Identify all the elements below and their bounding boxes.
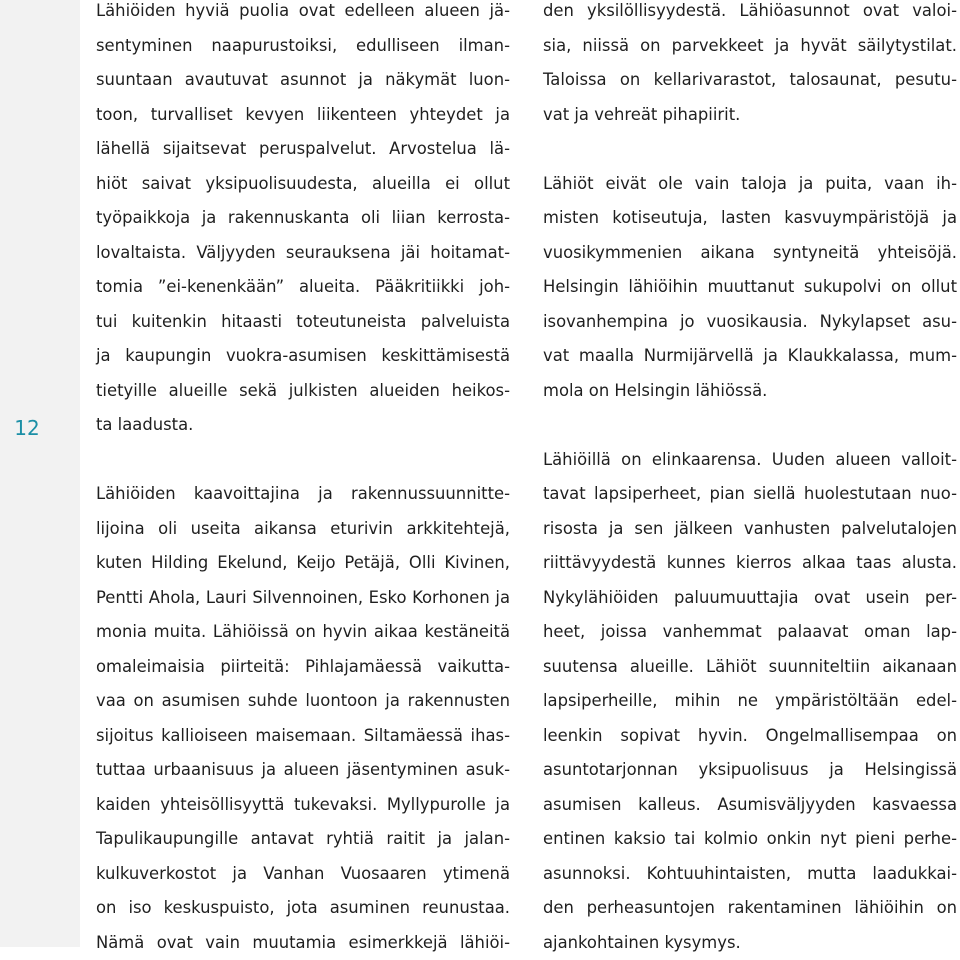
text-line: vaa on asumisen suhde luontoon ja rakennusten: [96, 684, 510, 719]
text-line: den perheasuntojen rakentaminen lähiöihin on: [543, 891, 957, 926]
right-column: [543, 0, 957, 960]
text-line: työpaikkoja ja rakennuskanta oli liian kerrosta-: [96, 201, 510, 236]
text-line: Pentti Ahola, Lauri Silvennoinen, Esko Korhonen ja: [96, 581, 510, 616]
text-line: suutensa alueille. Lähiöt suunniteltiin aikanaan: [543, 650, 957, 685]
page-number: 12: [0, 416, 54, 440]
text-line: vat maalla Nurmijärvellä ja Klaukkalassa, mum-: [543, 339, 957, 374]
text-line: entinen kaksio tai kolmio onkin nyt pieni perhe-: [543, 822, 957, 857]
text-line: lijoina oli useita aikansa eturivin arkkitehtejä,: [96, 512, 510, 547]
left-paragraph-1: [96, 0, 510, 443]
text-line: ja kaupungin vuokra-asumisen keskittämisestä: [96, 339, 510, 374]
text-line: ta laadusta.: [96, 408, 510, 443]
text-line: monia muita. Lähiöissä on hyvin aikaa kestäneitä: [96, 615, 510, 650]
text-line: Lähiöiden kaavoittajina ja rakennussuunnitte-: [96, 477, 510, 512]
text-line: risosta ja sen jälkeen vanhusten palvelutalojen: [543, 512, 957, 547]
left-paragraph-2: [96, 477, 510, 960]
text-line: kaiden yhteisöllisyyttä tukevaksi. Myllypurolle ja: [96, 788, 510, 823]
text-line: Helsingin lähiöihin muuttanut sukupolvi on ollut: [543, 270, 957, 305]
text-line: kulkuverkostot ja Vanhan Vuosaaren ytimenä: [96, 857, 510, 892]
text-line: misten kotiseutuja, lasten kasvuympäristöjä ja: [543, 201, 957, 236]
right-paragraph-3: [543, 443, 957, 960]
text-line: tuttaa urbaanisuus ja alueen jäsentyminen asuk-: [96, 753, 510, 788]
text-line: asunnoksi. Kohtuuhintaisten, mutta laadukkai-: [543, 857, 957, 892]
text-line: omaleimaisia piirteitä: Pihlajamäessä vaikutta-: [96, 650, 510, 685]
text-line: Nykylähiöiden paluumuuttajia ovat usein per-: [543, 581, 957, 616]
text-line: on iso keskuspuisto, jota asuminen reunustaa.: [96, 891, 510, 926]
text-line: Lähiöillä on elinkaarensa. Uuden alueen valloit-: [543, 443, 957, 478]
text-line: den yksilöllisyydestä. Lähiöasunnot ovat valoi-: [543, 0, 957, 29]
text-line: lähellä sijaitsevat peruspalvelut. Arvostelua lä-: [96, 132, 510, 167]
text-line: Lähiöt eivät ole vain taloja ja puita, vaan ih-: [543, 167, 957, 202]
text-line: lovaltaista. Väljyyden seurauksena jäi hoitamat-: [96, 236, 510, 271]
text-line: sia, niissä on parvekkeet ja hyvät säilytystilat.: [543, 29, 957, 64]
text-line: kuten Hilding Ekelund, Keijo Petäjä, Olli Kivinen,: [96, 546, 510, 581]
text-line: leenkin sopivat hyvin. Ongelmallisempaa on: [543, 719, 957, 754]
text-line: asumisen kalleus. Asumisväljyyden kasvaessa: [543, 788, 957, 823]
text-line: riittävyydestä kunnes kierros alkaa taas alusta.: [543, 546, 957, 581]
text-line: toon, turvalliset kevyen liikenteen yhteydet ja: [96, 98, 510, 133]
text-line: tietyille alueille sekä julkisten alueiden heikos-: [96, 374, 510, 409]
text-line: hiöt saivat yksipuolisuudesta, alueilla ei ollut: [96, 167, 510, 202]
text-line: Taloissa on kellarivarastot, talosaunat, pesutu-: [543, 63, 957, 98]
text-line: tavat lapsiperheet, pian siellä huolestutaan nuo-: [543, 477, 957, 512]
text-line: isovanhempina jo vuosikausia. Nykylapset asu-: [543, 305, 957, 340]
text-line: Lähiöiden hyviä puolia ovat edelleen alueen jä-: [96, 0, 510, 29]
text-line: suuntaan avautuvat asunnot ja näkymät luon-: [96, 63, 510, 98]
right-paragraph-2: [543, 167, 957, 409]
text-line: tui kuitenkin hitaasti toteutuneista palveluista: [96, 305, 510, 340]
text-line: asuntotarjonnan yksipuolisuus ja Helsingissä: [543, 753, 957, 788]
text-line: vuosikymmenien aikana syntyneitä yhteisöjä.: [543, 236, 957, 271]
text-line: mola on Helsingin lähiössä.: [543, 374, 957, 409]
text-line: sentyminen naapurustoiksi, edulliseen ilman-: [96, 29, 510, 64]
text-line: vat ja vehreät pihapiirit.: [543, 98, 957, 133]
text-line: heet, joissa vanhemmat palaavat oman lap-: [543, 615, 957, 650]
text-line: ajankohtainen kysymys.: [543, 926, 957, 960]
text-line: lapsiperheille, mihin ne ympäristöltään edel-: [543, 684, 957, 719]
right-paragraph-1: [543, 0, 957, 132]
margin-bar: [0, 0, 80, 947]
left-column: [96, 0, 510, 960]
text-line: Nämä ovat vain muutamia esimerkkejä lähiöi-: [96, 926, 510, 960]
text-line: Tapulikaupungille antavat ryhtiä raitit ja jalan-: [96, 822, 510, 857]
text-line: sijoitus kallioiseen maisemaan. Siltamäessä ihas-: [96, 719, 510, 754]
text-line: tomia ”ei-kenenkään” alueita. Pääkritiikki joh-: [96, 270, 510, 305]
